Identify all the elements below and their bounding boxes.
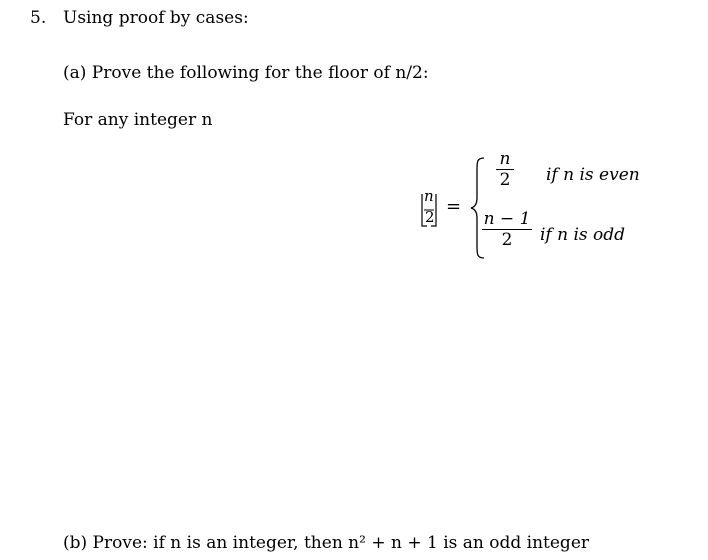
intro-text: For any integer n xyxy=(63,110,213,130)
floor-denominator: 2 xyxy=(425,208,435,226)
case-1-condition: if n is even xyxy=(546,165,640,185)
floor-n-over-2 xyxy=(419,187,439,230)
case-1-denominator: 2 xyxy=(499,170,511,190)
case-2-fraction xyxy=(482,210,532,249)
case-2-numerator: n − 1 xyxy=(483,209,531,229)
part-a-text: (a) Prove the following for the floor of n/2: xyxy=(63,63,429,83)
case-2-condition: if n is odd xyxy=(540,225,626,245)
case-2-denominator: 2 xyxy=(501,230,513,250)
floor-numerator: n xyxy=(424,187,434,205)
case-1-numerator: n xyxy=(499,149,511,169)
part-b-text: (b) Prove: if n is an integer, then n² + n + 1 is an odd integer xyxy=(63,533,590,553)
question-number: 5. xyxy=(30,8,47,28)
question-title: Using proof by cases: xyxy=(63,8,249,28)
equals-sign: = xyxy=(446,196,462,217)
case-1-fraction xyxy=(496,150,514,189)
